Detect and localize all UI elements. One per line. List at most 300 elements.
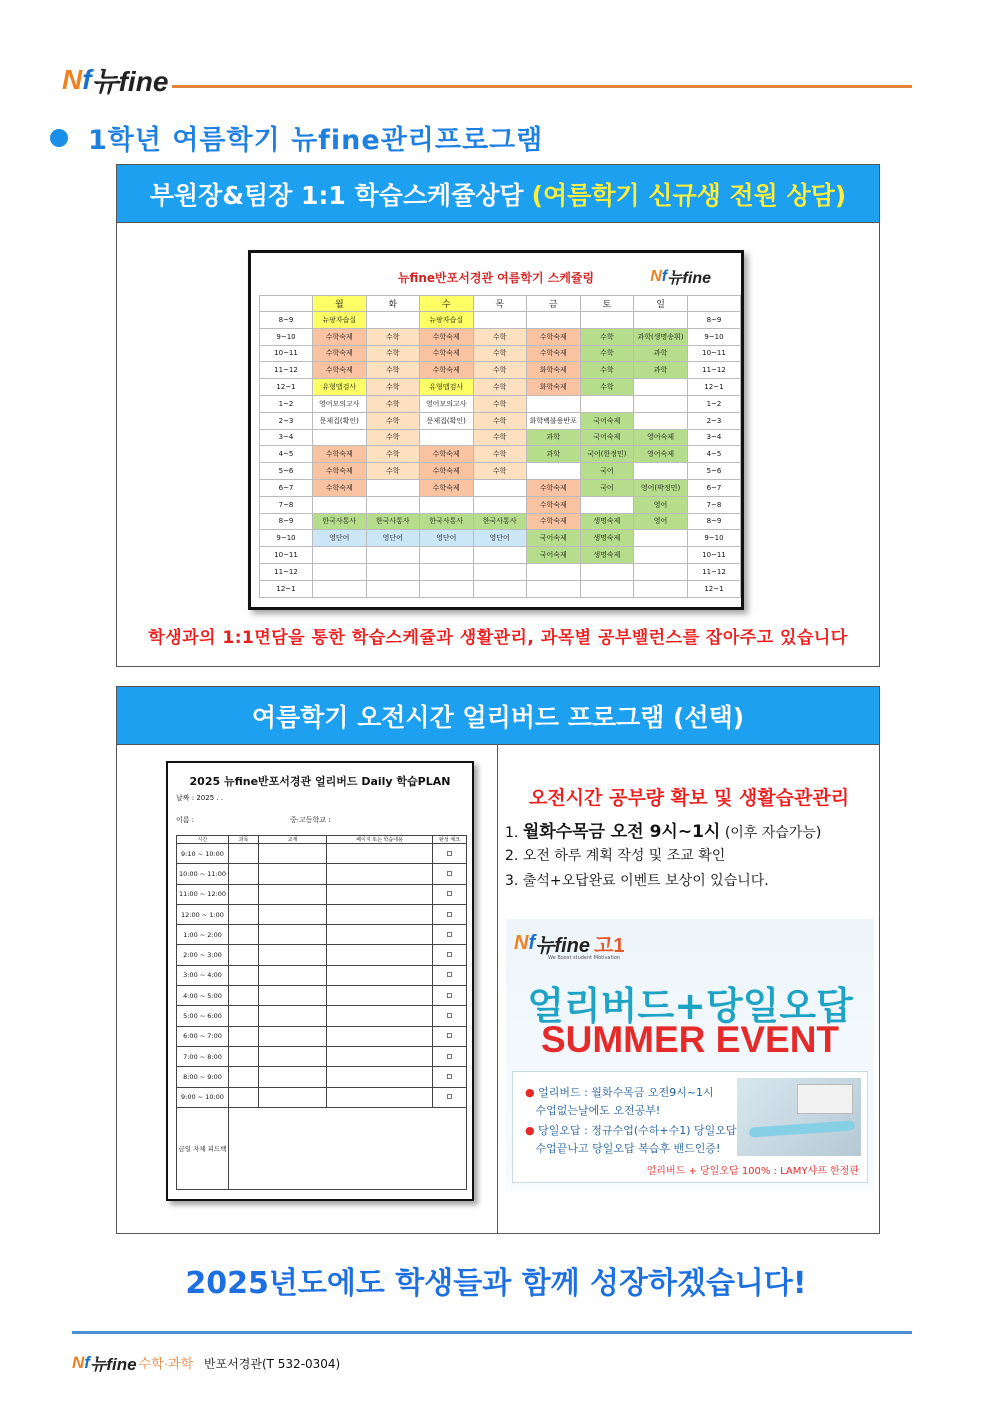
schedule-row <box>260 530 741 547</box>
plan-time: 11:00 ~ 12:00 <box>177 884 229 904</box>
schedule-cell <box>419 547 473 564</box>
bullet-dot-icon <box>50 129 68 147</box>
plan-cell <box>229 1006 259 1026</box>
plan-cell <box>229 1067 259 1087</box>
schedule-cell <box>526 563 580 580</box>
plan-title: 2025 뉴fine반포서경관 얼리버드 Daily 학습PLAN <box>189 775 451 788</box>
schedule-time: 7~8 <box>260 496 313 513</box>
schedule-cell: 한국사통사 <box>419 513 473 530</box>
schedule-time: 11~12 <box>687 362 740 379</box>
checkbox-icon <box>447 1094 452 1099</box>
plan-check <box>433 1087 467 1107</box>
plan-cell <box>327 844 433 864</box>
schedule-cell: 수학숙제 <box>526 496 580 513</box>
schedule-cell: 영단어 <box>366 530 419 547</box>
schedule-cell: 수학 <box>366 362 419 379</box>
plan-cell <box>229 1026 259 1046</box>
plan-cell <box>229 965 259 985</box>
schedule-cell <box>634 563 688 580</box>
section-title: 1학년 여름학기 뉴fine관리프로그램 <box>88 125 544 156</box>
plan-column-header: 페이지 또는 학습내용 <box>327 836 433 844</box>
schedule-time: 1~2 <box>260 395 313 412</box>
schedule-cell <box>366 479 419 496</box>
schedule-day-2: 수 <box>419 296 473 312</box>
plan-cell <box>259 986 327 1006</box>
schedule-time: 9~10 <box>260 530 313 547</box>
schedule-cell: 생명숙제 <box>580 547 634 564</box>
schedule-cell: 수학 <box>366 429 419 446</box>
schedule-header-row <box>260 296 741 312</box>
earlybird-header: 여름학기 오전시간 얼리버드 프로그램 (선택) <box>117 687 879 745</box>
schedule-table <box>259 295 741 598</box>
consultation-title: 부원장&팀장 1:1 학습스케쥴상담 <box>149 180 524 210</box>
schedule-cell: 영어 <box>634 513 688 530</box>
schedule-time: 2~3 <box>687 412 740 429</box>
schedule-cell: 수학숙제 <box>419 345 473 362</box>
schedule-cell: 뉴팡자습실 <box>419 312 473 329</box>
schedule-cell: 뉴팡자습실 <box>313 312 367 329</box>
schedule-row <box>260 379 741 396</box>
schedule-cell: 한국사통사 <box>313 513 367 530</box>
schedule-cell: 수학숙제 <box>313 479 367 496</box>
brand-logo <box>62 60 168 100</box>
schedule-cell: 한국사통사 <box>366 513 419 530</box>
schedule-row <box>260 479 741 496</box>
schedule-cell <box>313 563 367 580</box>
event-line-1: ● 얼리버드 : 월화수목금 오전9시~1시 <box>525 1086 714 1099</box>
schedule-cell: 수학 <box>473 395 526 412</box>
schedule-time: 5~6 <box>260 463 313 480</box>
plan-row <box>177 1026 467 1046</box>
schedule-time: 4~5 <box>687 446 740 463</box>
plan-check <box>433 1046 467 1066</box>
footer-branch: 반포서경관(T 532-0304) <box>204 1357 341 1371</box>
plan-row <box>177 1006 467 1026</box>
plan-feedback-label: 금일 자체 피드백 <box>177 1107 229 1189</box>
schedule-cell: 수학숙제 <box>313 362 367 379</box>
plan-cell <box>229 945 259 965</box>
bullet-3: 3. 출석+오답완료 이벤트 보상이 있습니다. <box>505 873 769 889</box>
plan-check <box>433 904 467 924</box>
schedule-time: 12~1 <box>260 580 313 597</box>
schedule-cell <box>526 580 580 597</box>
schedule-row <box>260 513 741 530</box>
schedule-time: 3~4 <box>687 429 740 446</box>
bullet-2: 2. 오전 하루 계획 작성 및 조교 확인 <box>505 848 726 864</box>
schedule-cell <box>419 496 473 513</box>
logo-mark: Nf <box>62 64 92 95</box>
checkbox-icon <box>447 932 452 937</box>
schedule-cell: 생명숙제 <box>580 513 634 530</box>
schedule-image <box>248 250 744 610</box>
header-rule <box>172 85 912 88</box>
schedule-cell <box>634 530 688 547</box>
plan-row <box>177 965 467 985</box>
schedule-time: 9~10 <box>687 328 740 345</box>
plan-cell <box>259 925 327 945</box>
schedule-cell: 영어모의고사 <box>313 395 367 412</box>
plan-header-row <box>177 836 467 844</box>
schedule-cell: 생명숙제 <box>580 530 634 547</box>
plan-time: 10:00 ~ 11:00 <box>177 864 229 884</box>
plan-table <box>176 835 467 1190</box>
plan-column-header: 완성 체크 <box>433 836 467 844</box>
schedule-time: 12~1 <box>260 379 313 396</box>
plan-row <box>177 884 467 904</box>
plan-column-header: 교재 <box>259 836 327 844</box>
schedule-cell: 과학 <box>526 429 580 446</box>
event-subtitle: SUMMER EVENT <box>540 1019 840 1060</box>
schedule-row <box>260 362 741 379</box>
schedule-cell: 수학 <box>366 328 419 345</box>
plan-check <box>433 864 467 884</box>
plan-row <box>177 904 467 924</box>
schedule-time: 8~9 <box>687 312 740 329</box>
plan-feedback-row <box>177 1107 467 1189</box>
schedule-cell <box>580 312 634 329</box>
schedule-cell: 영어숙제 <box>634 446 688 463</box>
plan-date: 날짜 : 2025 . . <box>176 794 224 802</box>
plan-cell <box>259 965 327 985</box>
schedule-cell: 과학(생명송휘) <box>634 328 688 345</box>
plan-cell <box>327 864 433 884</box>
schedule-cell: 수학숙제 <box>526 479 580 496</box>
plan-cell <box>259 844 327 864</box>
checkbox-icon <box>447 871 452 876</box>
plan-cell <box>229 884 259 904</box>
schedule-row <box>260 312 741 329</box>
plan-check <box>433 1006 467 1026</box>
schedule-time: 6~7 <box>687 479 740 496</box>
schedule-time: 7~8 <box>687 496 740 513</box>
schedule-cell <box>634 312 688 329</box>
plan-time: 9:10 ~ 10:00 <box>177 844 229 864</box>
schedule-cell: 수학 <box>366 446 419 463</box>
event-line-2: 수업없는날에도 오전공부! <box>535 1104 661 1117</box>
plan-cell <box>327 1026 433 1046</box>
schedule-cell <box>473 479 526 496</box>
event-line-4: 수업끝나고 당일오답 복습후 밴드인증! <box>535 1142 721 1155</box>
schedule-logo: Nf 뉴fine <box>650 267 711 287</box>
plan-cell <box>327 1006 433 1026</box>
schedule-cell: 수학 <box>473 345 526 362</box>
schedule-cell <box>473 312 526 329</box>
plan-cell <box>327 1046 433 1066</box>
schedule-time: 2~3 <box>260 412 313 429</box>
checkbox-icon <box>447 1054 452 1059</box>
event-logo: Nf 뉴fine 고1 <box>514 932 625 957</box>
plan-cell <box>229 904 259 924</box>
schedule-time: 11~12 <box>260 362 313 379</box>
schedule-cell: 수학 <box>473 362 526 379</box>
plan-cell <box>259 864 327 884</box>
schedule-cell: 수학 <box>366 412 419 429</box>
plan-cell <box>259 945 327 965</box>
event-details-card <box>512 1071 868 1183</box>
schedule-cell: 수학 <box>366 463 419 480</box>
schedule-cell: 한국사통사 <box>473 513 526 530</box>
schedule-row <box>260 496 741 513</box>
consultation-header <box>117 165 879 223</box>
schedule-time: 11~12 <box>687 563 740 580</box>
schedule-cell: 수학숙제 <box>313 446 367 463</box>
schedule-cell: 문제집(확인) <box>313 412 367 429</box>
checkbox-icon <box>447 1013 452 1018</box>
schedule-cell: 수학 <box>580 328 634 345</box>
schedule-cell: 수학 <box>366 395 419 412</box>
schedule-cell: 수학숙제 <box>313 345 367 362</box>
plan-check <box>433 986 467 1006</box>
plan-time: 1:00 ~ 2:00 <box>177 925 229 945</box>
schedule-cell: 문제집(확인) <box>419 412 473 429</box>
schedule-cell <box>526 395 580 412</box>
schedule-cell: 수학숙제 <box>313 328 367 345</box>
schedule-cell: 국어숙제 <box>526 547 580 564</box>
plan-time: 12:00 ~ 1:00 <box>177 904 229 924</box>
summer-event-banner <box>506 919 874 1191</box>
schedule-day-1: 화 <box>366 296 419 312</box>
plan-row <box>177 844 467 864</box>
plan-time: 2:00 ~ 3:00 <box>177 945 229 965</box>
plan-school: 중·고등학교 : <box>290 816 331 824</box>
schedule-cell <box>419 563 473 580</box>
plan-row <box>177 1067 467 1087</box>
schedule-cell: 수학 <box>366 345 419 362</box>
plan-time: 6:00 ~ 7:00 <box>177 1026 229 1046</box>
plan-cell <box>229 1046 259 1066</box>
schedule-time: 10~11 <box>687 345 740 362</box>
plan-column-header: 시간 <box>177 836 229 844</box>
plan-cell <box>259 1026 327 1046</box>
schedule-cell: 유형맵검사 <box>313 379 367 396</box>
schedule-time: 3~4 <box>260 429 313 446</box>
schedule-cell <box>313 547 367 564</box>
consultation-box <box>116 164 880 667</box>
schedule-cell: 수학숙제 <box>419 362 473 379</box>
schedule-cell <box>313 580 367 597</box>
schedule-cell: 영어모의고사 <box>419 395 473 412</box>
schedule-time: 9~10 <box>687 530 740 547</box>
plan-cell <box>259 1046 327 1066</box>
schedule-cell <box>473 563 526 580</box>
schedule-cell <box>419 580 473 597</box>
schedule-cell: 영어 <box>634 496 688 513</box>
schedule-time: 5~6 <box>687 463 740 480</box>
schedule-cell: 수학숙제 <box>419 463 473 480</box>
schedule-day-0: 월 <box>313 296 367 312</box>
plan-cell <box>327 904 433 924</box>
plan-cell <box>259 1006 327 1026</box>
checkbox-icon <box>447 891 452 896</box>
schedule-cell: 과학 <box>634 362 688 379</box>
plan-cell <box>259 1087 327 1107</box>
schedule-cell: 화학숙제 <box>526 379 580 396</box>
plan-check <box>433 925 467 945</box>
schedule-time: 8~9 <box>260 312 313 329</box>
schedule-time: 1~2 <box>687 395 740 412</box>
schedule-title: 뉴fine반포서경관 여름학기 스케쥴링 <box>397 271 595 285</box>
footer-rule <box>72 1331 912 1334</box>
schedule-cell: 과학 <box>634 345 688 362</box>
section-heading <box>50 118 543 157</box>
schedule-cell: 국어숙제 <box>580 429 634 446</box>
schedule-cell: 수학 <box>473 463 526 480</box>
schedule-row <box>260 547 741 564</box>
plan-cell <box>229 864 259 884</box>
bullet-1: 1. 월화수목금 오전 9시~1시 (이후 자습가능) <box>505 822 822 842</box>
plan-cell <box>327 1087 433 1107</box>
plan-cell <box>259 904 327 924</box>
schedule-cell <box>634 463 688 480</box>
plan-cell <box>229 925 259 945</box>
plan-cell <box>327 884 433 904</box>
plan-time: 9:00 ~ 10:00 <box>177 1087 229 1107</box>
schedule-cell: 수학 <box>473 412 526 429</box>
event-tagline: We Boost student Motivation <box>548 955 621 961</box>
schedule-cell: 수학숙제 <box>313 463 367 480</box>
schedule-cell <box>634 580 688 597</box>
schedule-cell <box>366 547 419 564</box>
plan-cell <box>327 1067 433 1087</box>
event-reward: 얼리버드 + 당일오답 100% : LAMY샤프 한정판 <box>646 1166 859 1177</box>
schedule-cell <box>366 563 419 580</box>
schedule-cell <box>580 580 634 597</box>
schedule-cell <box>473 496 526 513</box>
logo-name: 뉴fine <box>91 66 169 97</box>
schedule-time: 8~9 <box>687 513 740 530</box>
schedule-row <box>260 395 741 412</box>
plan-time: 3:00 ~ 4:00 <box>177 965 229 985</box>
schedule-row <box>260 345 741 362</box>
plan-name: 이름 : <box>176 816 195 824</box>
plan-check <box>433 1026 467 1046</box>
schedule-cell <box>473 547 526 564</box>
column-divider <box>497 745 498 1233</box>
schedule-cell: 국어 <box>580 463 634 480</box>
plan-cell <box>327 925 433 945</box>
schedule-cell: 수학 <box>473 429 526 446</box>
schedule-cell <box>580 563 634 580</box>
schedule-cell: 수학 <box>580 379 634 396</box>
schedule-row <box>260 429 741 446</box>
plan-time: 4:00 ~ 5:00 <box>177 986 229 1006</box>
plan-row <box>177 1087 467 1107</box>
plan-time: 7:00 ~ 8:00 <box>177 1046 229 1066</box>
schedule-row <box>260 463 741 480</box>
schedule-cell <box>580 496 634 513</box>
schedule-cell: 수학숙제 <box>419 479 473 496</box>
checkbox-icon <box>447 972 452 977</box>
plan-cell <box>327 945 433 965</box>
schedule-cell <box>366 496 419 513</box>
schedule-cell: 국어(한정민) <box>580 446 634 463</box>
schedule-row <box>260 563 741 580</box>
checkbox-icon <box>447 912 452 917</box>
schedule-time: 9~10 <box>260 328 313 345</box>
plan-cell <box>259 1067 327 1087</box>
schedule-cell: 수학 <box>366 379 419 396</box>
plan-cell <box>229 844 259 864</box>
schedule-cell: 화학백불용반포 <box>526 412 580 429</box>
plan-row <box>177 986 467 1006</box>
plan-time: 8:00 ~ 9:00 <box>177 1067 229 1087</box>
plan-cell <box>327 965 433 985</box>
footer-logo: Nf 뉴fine 수학·과학 <box>72 1352 194 1374</box>
checkbox-icon <box>447 1033 452 1038</box>
schedule-cell <box>634 412 688 429</box>
schedule-cell: 수학숙제 <box>526 328 580 345</box>
schedule-cell <box>366 312 419 329</box>
schedule-row <box>260 580 741 597</box>
earlybird-box <box>116 686 880 1234</box>
schedule-cell: 수학 <box>473 446 526 463</box>
checkbox-icon <box>447 851 452 856</box>
schedule-time: 12~1 <box>687 379 740 396</box>
plan-column-header: 과목 <box>229 836 259 844</box>
schedule-cell: 영단어 <box>419 530 473 547</box>
schedule-day-4: 금 <box>526 296 580 312</box>
schedule-time: 8~9 <box>260 513 313 530</box>
plan-feedback-area <box>229 1107 467 1189</box>
schedule-cell: 국어숙제 <box>526 530 580 547</box>
plan-cell <box>259 884 327 904</box>
plan-check <box>433 1067 467 1087</box>
consultation-highlight: (여름학기 신규생 전원 상담) <box>531 180 847 210</box>
schedule-day-3: 목 <box>473 296 526 312</box>
schedule-time: 10~11 <box>260 345 313 362</box>
schedule-time: 12~1 <box>687 580 740 597</box>
schedule-cell <box>580 395 634 412</box>
plan-row <box>177 864 467 884</box>
schedule-cell: 화학숙제 <box>526 362 580 379</box>
schedule-cell <box>526 312 580 329</box>
schedule-cell: 국어 <box>580 479 634 496</box>
schedule-cell: 영어숙제 <box>634 429 688 446</box>
schedule-cell: 수학 <box>473 328 526 345</box>
schedule-cell: 수학 <box>580 362 634 379</box>
plan-cell <box>229 1087 259 1107</box>
schedule-cell: 과학 <box>526 446 580 463</box>
morning-heading: 오전시간 공부량 확보 및 생활습관관리 <box>528 787 850 809</box>
schedule-cell: 국어숙제 <box>580 412 634 429</box>
schedule-cell: 수학숙제 <box>419 328 473 345</box>
schedule-time: 4~5 <box>260 446 313 463</box>
plan-check <box>433 844 467 864</box>
plan-check <box>433 884 467 904</box>
schedule-time: 10~11 <box>260 547 313 564</box>
plan-cell <box>327 986 433 1006</box>
plan-time: 5:00 ~ 6:00 <box>177 1006 229 1026</box>
schedule-cell: 영단어 <box>313 530 367 547</box>
checkbox-icon <box>447 1074 452 1079</box>
schedule-day-5: 토 <box>580 296 634 312</box>
schedule-cell: 수학 <box>580 345 634 362</box>
event-line-3: ● 당일오답 : 정규수업(수하+수1) 당일오답 <box>525 1124 737 1137</box>
schedule-cell: 유형맵검사 <box>419 379 473 396</box>
schedule-cell <box>313 429 367 446</box>
schedule-cell <box>634 547 688 564</box>
plan-check <box>433 965 467 985</box>
plan-cell <box>229 986 259 1006</box>
schedule-cell: 수학숙제 <box>526 513 580 530</box>
event-title: 얼리버드+당일오답 <box>527 984 853 1028</box>
schedule-cell <box>366 580 419 597</box>
plan-row <box>177 945 467 965</box>
schedule-cell <box>473 580 526 597</box>
schedule-time: 11~12 <box>260 563 313 580</box>
plan-row <box>177 1046 467 1066</box>
daily-plan-sheet <box>166 761 474 1201</box>
